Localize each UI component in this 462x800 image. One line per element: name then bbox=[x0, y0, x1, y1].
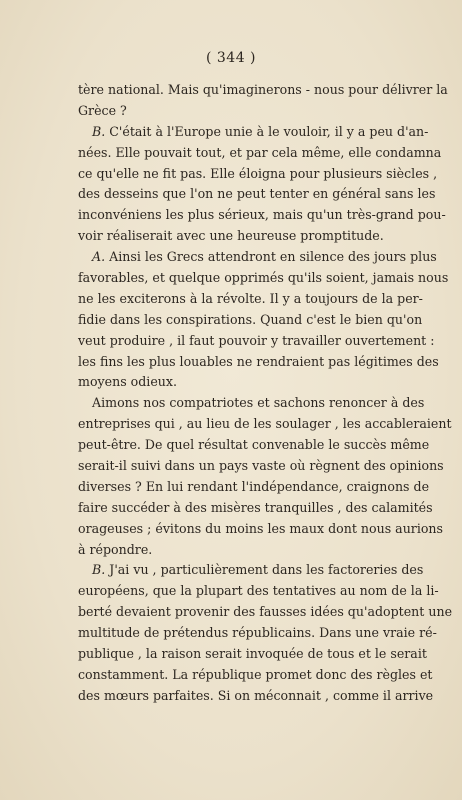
line-text: des desseins que l'on ne peut tenter en général sans les bbox=[78, 186, 436, 202]
text-line bbox=[78, 435, 430, 456]
page-number: ( 344 ) bbox=[205, 50, 257, 66]
text-line bbox=[78, 519, 444, 540]
line-text: entreprises qui , au lieu de les soulager , les accableraient bbox=[78, 416, 452, 432]
text-line bbox=[78, 122, 429, 143]
text-line bbox=[78, 143, 442, 164]
text-line bbox=[78, 560, 424, 581]
line-text: orageuses ; évitons du moins les maux dont nous aurions bbox=[78, 520, 444, 536]
line-text: J'ai vu , particulièrement dans les factoreries des bbox=[109, 562, 424, 578]
text-line bbox=[78, 184, 436, 205]
line-text: fidie dans les conspirations. Quand c'est le bien qu'on bbox=[78, 311, 423, 327]
text-line bbox=[78, 644, 427, 665]
speaker-label: B. bbox=[92, 562, 106, 578]
line-text: Ainsi les Grecs attendront en silence des jours plus bbox=[109, 249, 437, 265]
line-text: Aimons nos compatriotes et sachons renoncer à des bbox=[92, 395, 425, 411]
text-line bbox=[78, 268, 449, 289]
line-text: diverses ? En lui rendant l'indépendance, craignons de bbox=[78, 478, 430, 494]
line-text: favorables, et quelque opprimés qu'ils soient, jamais nous bbox=[78, 270, 449, 286]
text-line bbox=[78, 205, 446, 226]
text-line bbox=[78, 247, 437, 268]
line-text: moyens odieux. bbox=[78, 374, 178, 390]
text-line bbox=[78, 498, 433, 519]
line-text: les fins les plus louables ne rendraient pas légitimes des bbox=[78, 353, 439, 369]
text-line bbox=[78, 686, 434, 707]
line-text: inconvéniens les plus sérieux, mais qu'un très-grand pou- bbox=[78, 207, 446, 223]
body-text bbox=[78, 80, 453, 707]
line-text: constamment. La république promet donc des règles et bbox=[78, 666, 433, 682]
text-line bbox=[78, 581, 439, 602]
text-line bbox=[78, 665, 433, 686]
line-text: C'était à l'Europe unie à le vouloir, il y a peu d'an- bbox=[109, 123, 429, 139]
line-text: ne les exciterons à la révolte. Il y a toujours de la per- bbox=[78, 290, 423, 306]
text-line bbox=[78, 289, 423, 310]
text-line bbox=[78, 540, 398, 561]
text-line bbox=[78, 226, 398, 247]
line-text: multitude de prétendus républicains. Dans une vraie ré- bbox=[78, 625, 437, 641]
text-line bbox=[78, 164, 438, 185]
speaker-label: B. bbox=[92, 123, 106, 139]
line-text: européens, que la plupart des tentatives au nom de la li- bbox=[78, 583, 439, 599]
line-text: serait-il suivi dans un pays vaste où règnent des opinions bbox=[78, 458, 444, 474]
text-line bbox=[78, 80, 448, 101]
text-line bbox=[78, 393, 425, 414]
text-line bbox=[78, 414, 452, 435]
text-line bbox=[78, 602, 453, 623]
line-text: nées. Elle pouvait tout, et par cela même, elle condamna bbox=[78, 144, 442, 160]
text-line bbox=[78, 456, 444, 477]
text-line bbox=[78, 331, 435, 352]
line-text: voir réaliserait avec une heureuse promptitude. bbox=[78, 228, 384, 244]
speaker-label: A. bbox=[92, 249, 106, 265]
line-text: ce qu'elle ne fit pas. Elle éloigna pour plusieurs siècles , bbox=[78, 165, 438, 181]
text-line bbox=[78, 477, 430, 498]
text-line bbox=[78, 310, 423, 331]
text-line bbox=[78, 101, 398, 122]
text-line bbox=[78, 352, 439, 373]
text-line bbox=[78, 623, 437, 644]
line-text: berté devaient provenir des fausses idées qu'adoptent une bbox=[78, 604, 453, 620]
line-text: faire succéder à des misères tranquilles , des calamités bbox=[78, 499, 433, 515]
line-text: publique , la raison serait invoquée de tous et le serait bbox=[78, 646, 427, 662]
line-text: à répondre. bbox=[78, 541, 153, 557]
line-text: des mœurs parfaites. Si on méconnait , comme il arrive bbox=[78, 687, 434, 703]
line-text: veut produire , il faut pouvoir y travailler ouvertement : bbox=[78, 332, 435, 348]
line-text: Grèce ? bbox=[78, 102, 127, 118]
text-line bbox=[78, 372, 398, 393]
line-text: peut-être. De quel résultat convenable le succès même bbox=[78, 437, 430, 453]
line-text: tère national. Mais qu'imaginerons - nous pour délivrer la bbox=[78, 82, 448, 97]
